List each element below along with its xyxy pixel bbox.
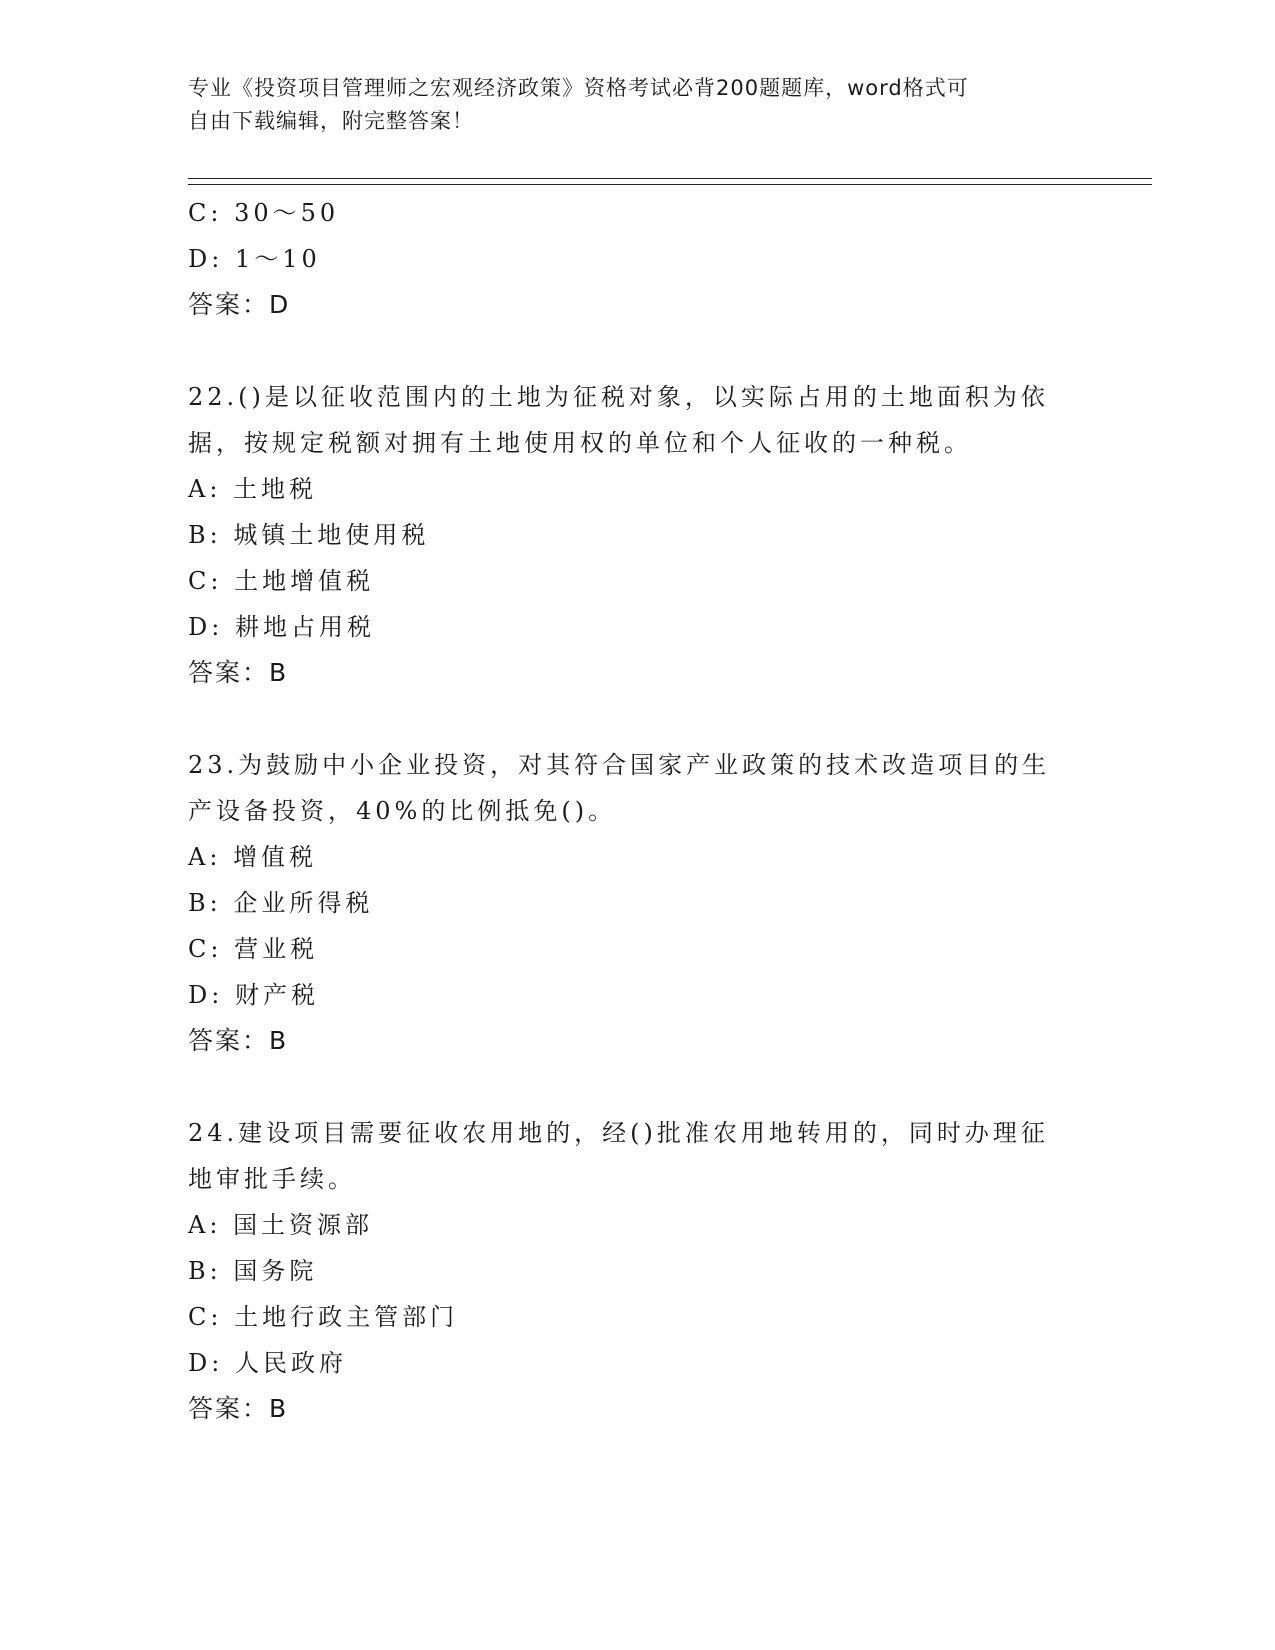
option-c bbox=[188, 1294, 1088, 1340]
header-rule-bottom bbox=[188, 184, 1152, 185]
option-text: 30～50 bbox=[234, 199, 340, 227]
option-label: D: bbox=[188, 981, 224, 1009]
option-text: 耕地占用税 bbox=[234, 613, 375, 641]
option-c bbox=[188, 926, 1088, 972]
spacer bbox=[188, 328, 1088, 374]
option-c bbox=[188, 558, 1088, 604]
option-text: 国土资源部 bbox=[233, 1211, 374, 1239]
option-a bbox=[188, 834, 1088, 880]
option-a bbox=[188, 1202, 1088, 1248]
option-label: B: bbox=[188, 1257, 222, 1285]
answer-line: 答案：D bbox=[188, 290, 291, 319]
option-d bbox=[188, 1340, 1088, 1386]
question-23 bbox=[188, 742, 1088, 1064]
option-label: A: bbox=[188, 475, 222, 503]
option-a bbox=[188, 466, 1088, 512]
option-label: D: bbox=[188, 613, 224, 641]
option-c bbox=[188, 190, 1088, 236]
question-text-line-1: 22.()是以征收范围内的土地为征税对象，以实际占用的土地面积为依 bbox=[188, 383, 1049, 411]
option-text: 企业所得税 bbox=[233, 889, 374, 917]
question-text-line-2: 据，按规定税额对拥有土地使用权的单位和个人征收的一种税。 bbox=[188, 429, 972, 457]
option-label: A: bbox=[188, 843, 222, 871]
option-label: C: bbox=[188, 199, 223, 227]
option-d bbox=[188, 604, 1088, 650]
question-22 bbox=[188, 374, 1088, 696]
option-text: 国务院 bbox=[233, 1257, 318, 1285]
option-label: C: bbox=[188, 567, 223, 595]
option-b bbox=[188, 880, 1088, 926]
question-text-line-1: 23.为鼓励中小企业投资，对其符合国家产业政策的技术改造项目的生 bbox=[188, 751, 1051, 779]
option-label: C: bbox=[188, 935, 223, 963]
option-text: 财产税 bbox=[234, 981, 319, 1009]
option-d bbox=[188, 972, 1088, 1018]
question-text-line-2: 地审批手续。 bbox=[188, 1165, 356, 1193]
option-label: B: bbox=[188, 521, 222, 549]
document-header bbox=[188, 72, 1068, 138]
option-text: 增值税 bbox=[233, 843, 318, 871]
previous-question-tail bbox=[188, 190, 1088, 328]
document-body bbox=[188, 190, 1088, 1432]
option-label: B: bbox=[188, 889, 222, 917]
option-text: 土地税 bbox=[233, 475, 318, 503]
answer-line: 答案：B bbox=[188, 658, 289, 687]
option-text: 营业税 bbox=[234, 935, 319, 963]
option-text: 城镇土地使用税 bbox=[233, 521, 430, 549]
answer-line: 答案：B bbox=[188, 1026, 289, 1055]
question-text-line-2: 产设备投资，40%的比例抵免()。 bbox=[188, 797, 617, 825]
header-line-1: 专业《投资项目管理师之宏观经济政策》资格考试必背200题题库，word格式可 bbox=[188, 76, 969, 100]
option-d bbox=[188, 236, 1088, 282]
option-label: D: bbox=[188, 245, 224, 273]
option-text: 1～10 bbox=[234, 245, 321, 273]
option-label: C: bbox=[188, 1303, 223, 1331]
option-b bbox=[188, 512, 1088, 558]
header-rule-top bbox=[188, 178, 1152, 179]
option-text: 土地增值税 bbox=[234, 567, 375, 595]
option-label: A: bbox=[188, 1211, 222, 1239]
question-24 bbox=[188, 1110, 1088, 1432]
option-text: 人民政府 bbox=[234, 1349, 347, 1377]
question-text-line-1: 24.建设项目需要征收农用地的，经()批准农用地转用的，同时办理征 bbox=[188, 1119, 1049, 1147]
option-text: 土地行政主管部门 bbox=[234, 1303, 459, 1331]
option-b bbox=[188, 1248, 1088, 1294]
spacer bbox=[188, 696, 1088, 742]
header-line-2: 自由下载编辑，附完整答案！ bbox=[188, 109, 474, 133]
answer-line: 答案：B bbox=[188, 1394, 289, 1423]
spacer bbox=[188, 1064, 1088, 1110]
option-label: D: bbox=[188, 1349, 224, 1377]
